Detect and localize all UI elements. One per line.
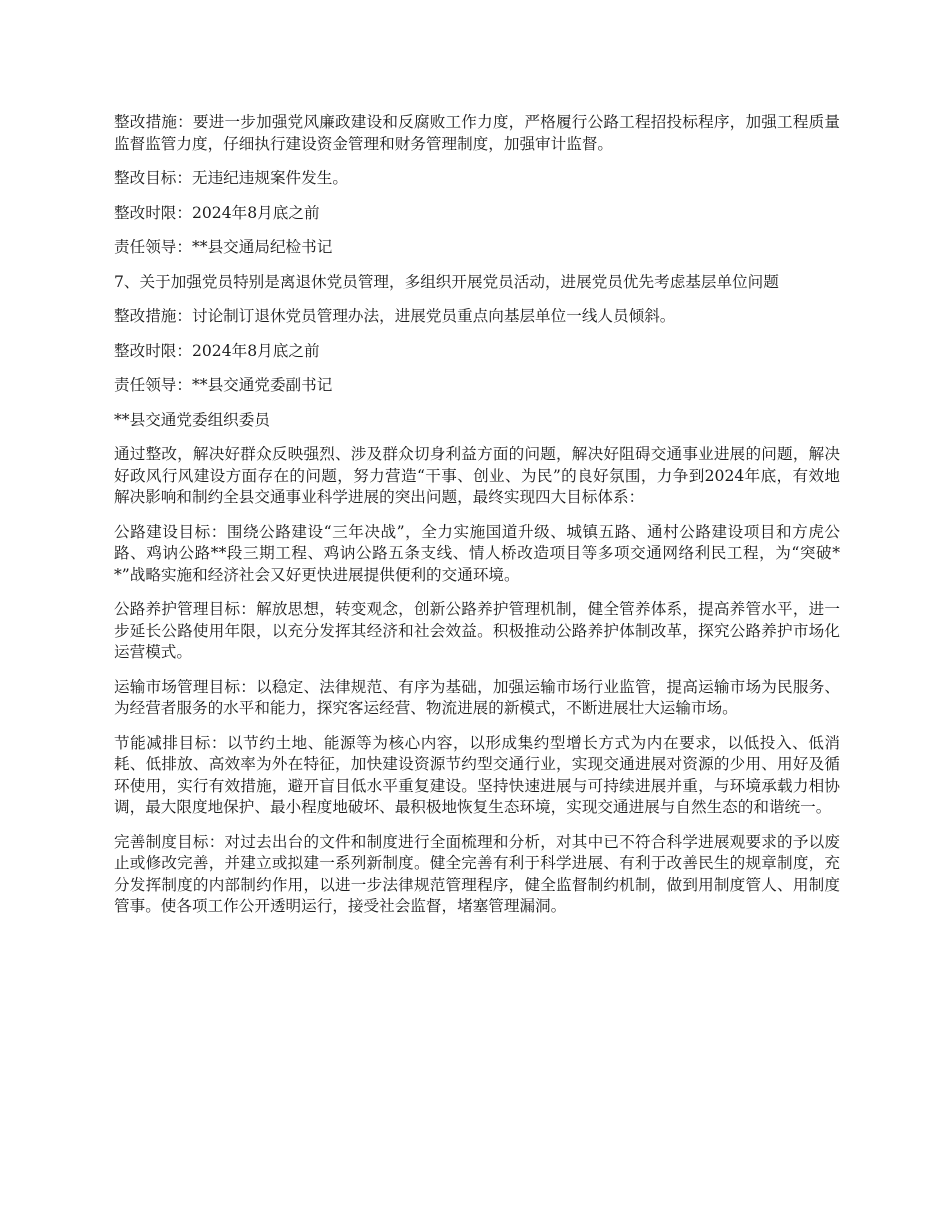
document-body [114,112,840,931]
paragraph-rectification-deadline-2: 整改时限：2024年8月底之前 [114,341,320,360]
paragraph-rectification-goal: 整改目标：无违纪违规案件发生。 [114,169,348,187]
paragraph-responsible-leader: 责任领导：**县交通局纪检书记 [114,238,333,256]
paragraph-energy-saving-goal: 节能减排目标：以节约土地、能源等为核心内容，以形成集约型增长方式为内在要求，以低投入、低消耗、低排放、高效率为外在特征，加快建设资源节约型交通行业，实现交通进展对资源的少用、用好及循环使用，实行有效措施，避开盲目低水平重复建设。坚持快速进展与可持续进展并重，与环境承载力相协调，最大限度地保护、最小程度地破坏、最积极地恢复生态环境，实现交通进展与自然生态的和谐统一。 [114,733,840,816]
paragraph-transport-market-goal: 运输市场管理目标：以稳定、法律规范、有序为基础，加强运输市场行业监管，提高运输市场为民服务、为经营者服务的水平和能力，探究客运经营、物流进展的新模式，不断进展壮大运输市场。 [114,677,840,717]
paragraph-highway-construction-goal: 公路建设目标：围绕公路建设“三年决战”，全力实施国道升级、城镇五路、通村公路建设项目和方虎公路、鸡讷公路**段三期工程、鸡讷公路五条支线、情人桥改造项目等多项交通网络利民工程，为“突破**”战略实施和经济社会又好更快进展提供便利的交通环境。 [114,522,840,584]
paragraph-highway-maintenance-goal: 公路养护管理目标：解放思想，转变观念，创新公路养护管理机制，健全管养体系，提高养管水平，进一步延长公路使用年限，以充分发挥其经济和社会效益。积极推动公路养护体制改革，探究公路养护市场化运营模式。 [114,600,840,661]
paragraph-organization-member: **县交通党委组织委员 [114,410,270,429]
paragraph-responsible-leader-2: 责任领导：**县交通党委副书记 [114,376,333,394]
paragraph-item-7-heading: 7、关于加强党员特别是离退休党员管理，多组织开展党员活动，进展党员优先考虑基层单位问题 [114,272,779,291]
paragraph-overall-goal: 通过整改，解决好群众反映强烈、涉及群众切身利益方面的问题，解决好阻碍交通事业进展的问题，解决好政风行风建设方面存在的问题，努力营造“干事、创业、为民”的良好氛围，力争到2024年底，有效地解决影响和制约全县交通事业科学进展的突出问题，最终实现四大目标体系： [114,445,840,506]
paragraph-rectification-deadline: 整改时限：2024年8月底之前 [114,203,320,222]
paragraph-rectification-measures: 整改措施：要进一步加强党风廉政建设和反腐败工作力度，严格履行公路工程招投标程序，加强工程质量监督监管力度，仔细执行建设资金管理和财务管理制度，加强审计监督。 [114,113,840,153]
paragraph-system-improvement-goal: 完善制度目标：对过去出台的文件和制度进行全面梳理和分析，对其中已不符合科学进展观要求的予以废止或修改完善，并建立或拟建一系列新制度。健全完善有利于科学进展、有利于改善民生的规章制度，充分发挥制度的内部制约作用，以进一步法律规范管理程序，健全监督制约机制，做到用制度管人、用制度管事。使各项工作公开透明运行，接受社会监督，堵塞管理漏洞。 [114,832,840,915]
paragraph-rectification-measures-2: 整改措施：讨论制订退休党员管理办法，进展党员重点向基层单位一线人员倾斜。 [114,307,676,325]
